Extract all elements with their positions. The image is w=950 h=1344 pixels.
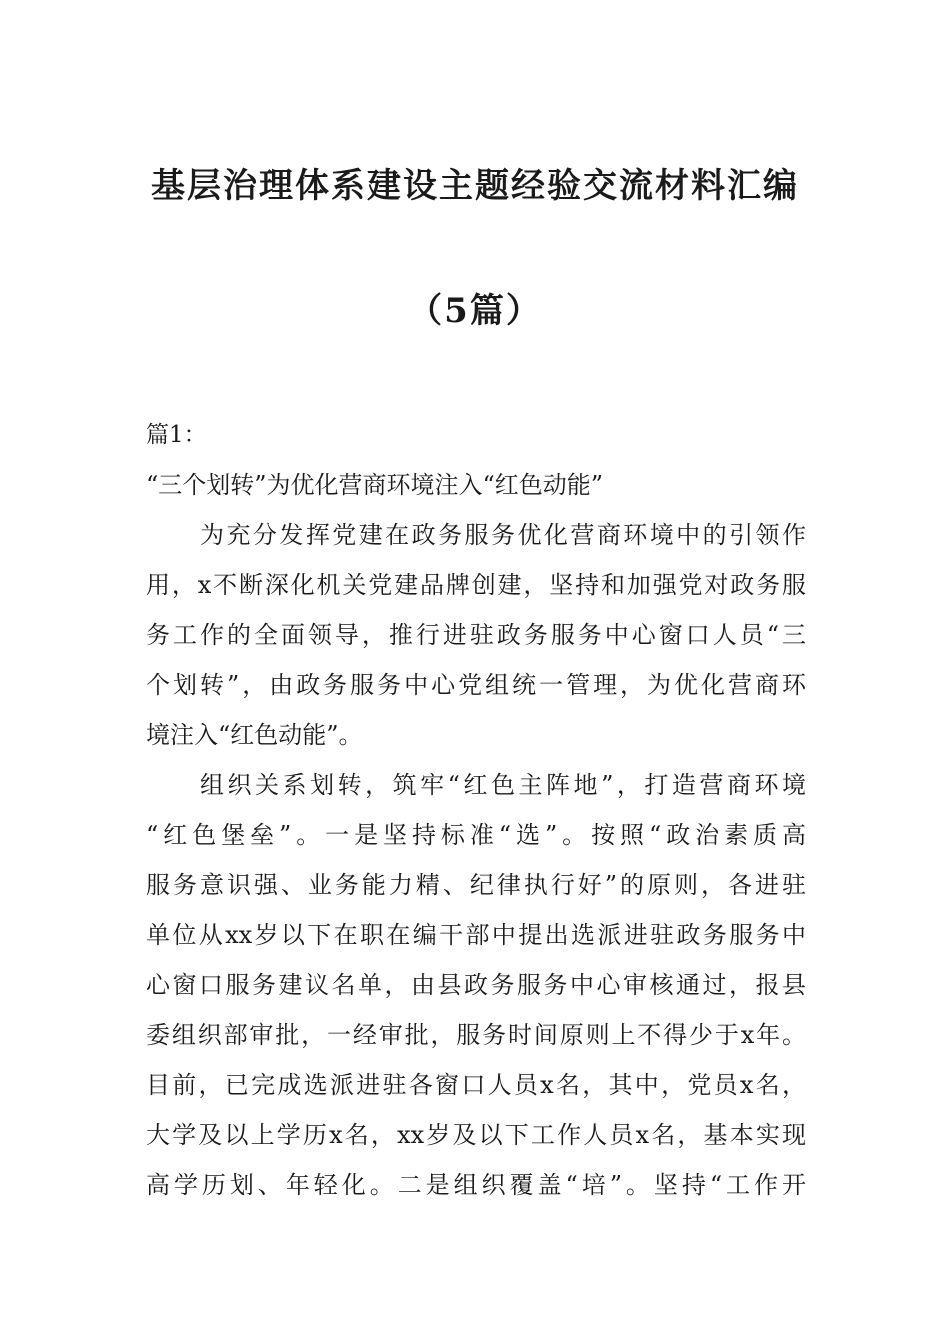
paragraph-line: 境注入“红色动能”。 [146,721,363,749]
document-title: 基层治理体系建设主题经验交流材料汇编 [151,166,799,206]
paragraph-line: 为充分发挥党建在政务服务优化营商环境中的引领作 [200,521,806,549]
paragraph-line: 个划转”，由政务服务中心党组统一管理，为优化营商环 [146,671,806,699]
article-title: “三个划转”为优化营商环境注入“红色动能” [146,471,604,499]
paragraph-line: 心窗口服务建议名单，由县政务服务中心审核通过，报县 [146,971,806,999]
paragraph-line: 服务意识强、业务能力精、纪律执行好”的原则，各进驻 [146,871,806,899]
paragraph-line: 目前，已完成选派进驻各窗口人员x名，其中，党员x名， [146,1071,806,1099]
paragraph-line: 高学历划、年轻化。二是组织覆盖“培”。坚持“工作开 [146,1171,806,1199]
paragraph-line: “红色堡垒”。一是坚持标准“选”。按照“政治素质高 [146,821,806,849]
paragraph-line: 单位从xx岁以下在职在编干部中提出选派进驻政务服务中 [146,921,806,949]
paragraph-line: 委组织部审批，一经审批，服务时间原则上不得少于x年。 [146,1021,806,1049]
document-body [146,410,806,1210]
paragraph-1 [146,510,806,760]
paragraph-line: 组织关系划转，筑牢“红色主阵地”，打造营商环境 [200,771,806,799]
paragraph-line: 务工作的全面领导，推行进驻政务服务中心窗口人员“三 [146,621,806,649]
paragraph-2 [146,760,806,1210]
chapter-label: 篇1： [146,422,207,448]
paragraph-line: 大学及以上学历x名，xx岁及以下工作人员x名，基本实现 [146,1121,806,1149]
paragraph-line: 用，x不断深化机关党建品牌创建，坚持和加强党对政务服 [146,571,806,599]
document-title-count: （5篇） [408,291,542,331]
